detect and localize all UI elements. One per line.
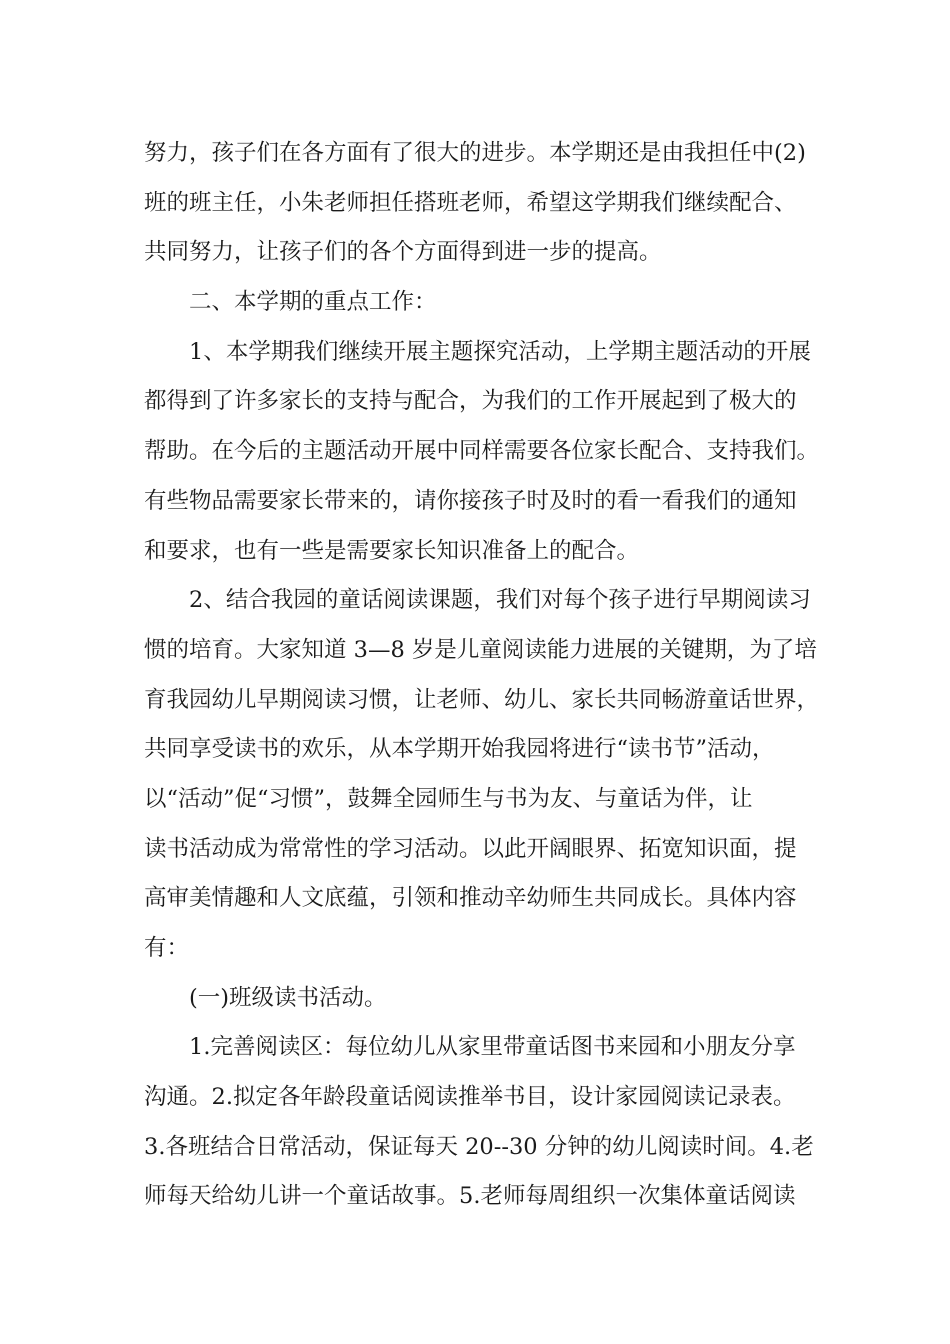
text-line-10: 2、结合我园的童话阅读课题，我们对每个孩子进行早期阅读习	[189, 587, 811, 614]
text-line-14: 以“活动”促“习惯”，鼓舞全园师生与书为友、与童话为伴，让	[144, 785, 753, 812]
section-heading: 二、本学期的重点工作：	[189, 289, 437, 316]
subsection-heading: (一)班级读书活动。	[189, 984, 387, 1011]
text-line-2: 班的班主任，小朱老师担任搭班老师，希望这学期我们继续配合、	[144, 189, 797, 216]
text-line-3: 共同努力，让孩子们的各个方面得到进一步的提高。	[144, 239, 662, 266]
text-line-7: 帮助。在今后的主题活动开展中同样需要各位家长配合、支持我们。	[144, 438, 820, 465]
text-line-21: 3.各班结合日常活动，保证每天 20--30 分钟的幼儿阅读时间。4.老	[144, 1133, 814, 1160]
text-line-16: 高审美情趣和人文底蕴，引领和推动辛幼师生共同成长。具体内容	[144, 885, 797, 912]
text-line-11: 惯的培育。大家知道 3—8 岁是儿童阅读能力进展的关键期，为了培	[144, 636, 817, 663]
text-line-9: 和要求，也有一些是需要家长知识准备上的配合。	[144, 537, 640, 564]
text-line-13: 共同享受读书的欢乐，从本学期开始我园将进行“读书节”活动，	[144, 736, 775, 763]
text-line-8: 有些物品需要家长带来的，请你接孩子时及时的看一看我们的通知	[144, 487, 797, 514]
text-line-19: 1.完善阅读区：每位幼儿从家里带童话图书来园和小朋友分享	[189, 1034, 796, 1061]
document-body	[144, 129, 820, 1222]
text-line-20: 沟通。2.拟定各年龄段童话阅读推举书目，设计家园阅读记录表。	[144, 1084, 796, 1111]
text-line-15: 读书活动成为常常性的学习活动。以此开阔眼界、拓宽知识面，提	[144, 835, 797, 862]
text-line-1: 努力，孩子们在各方面有了很大的进步。本学期还是由我担任中(2)	[144, 140, 806, 166]
text-line-5: 1、本学期我们继续开展主题探究活动，上学期主题活动的开展	[189, 338, 811, 365]
text-line-17: 有：	[144, 935, 190, 961]
text-line-22: 师每天给幼儿讲一个童话故事。5.老师每周组织一次集体童话阅读	[144, 1183, 796, 1210]
text-line-12: 育我园幼儿早期阅读习惯，让老师、幼儿、家长共同畅游童话世界，	[144, 686, 820, 713]
text-line-6: 都得到了许多家长的支持与配合，为我们的工作开展起到了极大的	[144, 388, 797, 415]
